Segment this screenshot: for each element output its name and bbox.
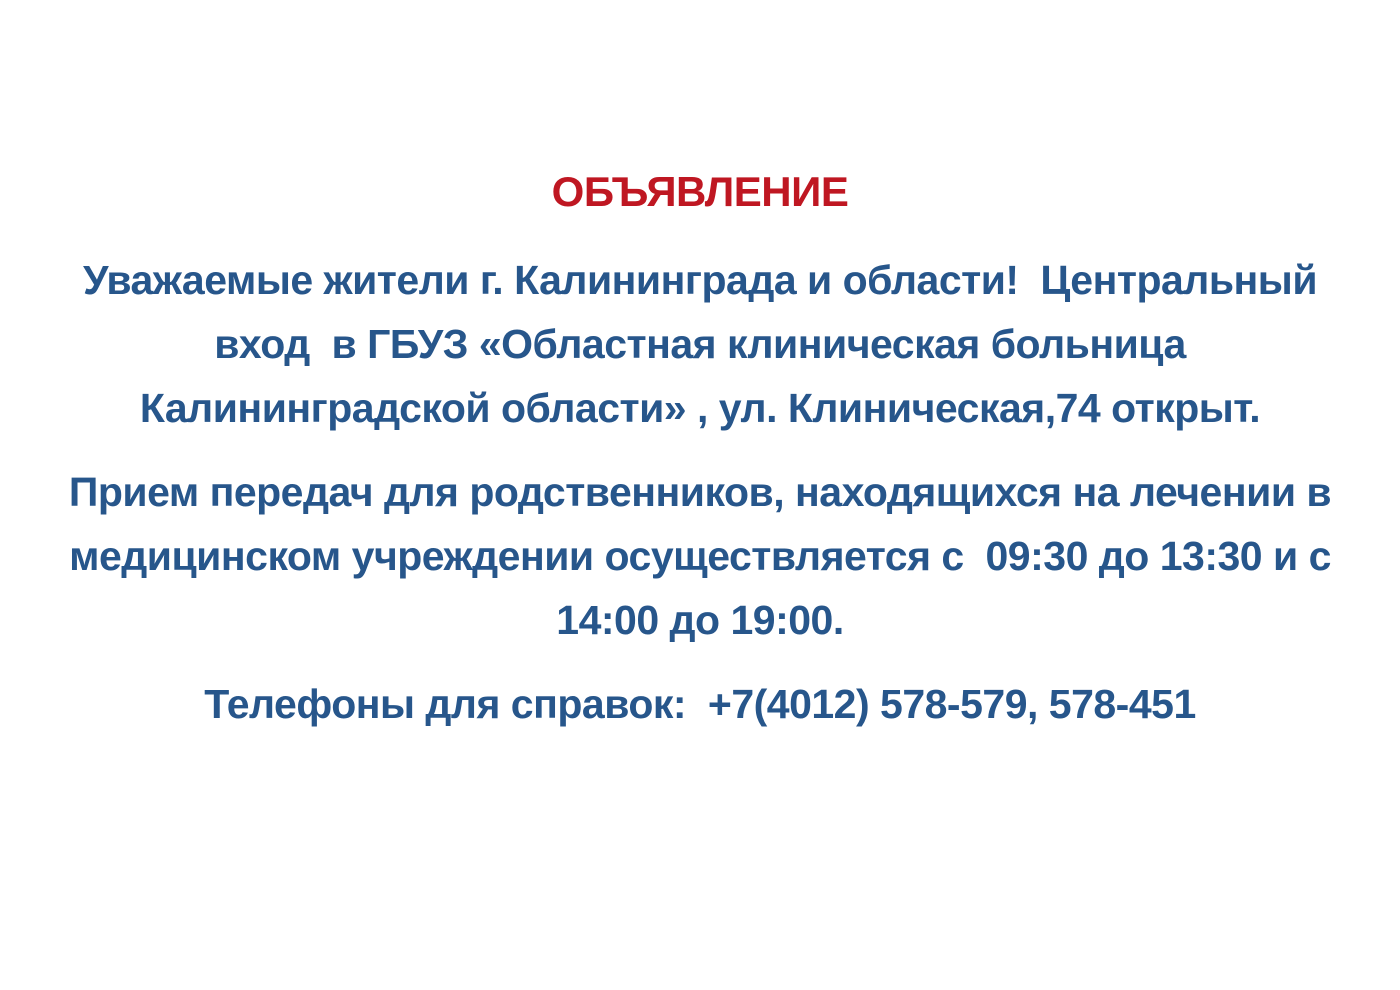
paragraph-line: 14:00 до 19:00. [556,597,844,643]
paragraph-entrance-info [0,248,1400,440]
paragraph-line: Калининградской области» , ул. Клиническая,74 открыт. [139,385,1261,431]
announcement-title: ОБЪЯВЛЕНИЕ [551,168,849,215]
paragraph-delivery-hours [0,460,1400,652]
paragraph-phone-numbers [0,672,1400,736]
paragraph-line: медицинском учреждении осуществляется с 09:30 до 13:30 и с [69,533,1331,579]
paragraph-line: вход в ГБУЗ «Областная клиническая больница [214,321,1186,367]
paragraph-line: Уважаемые жители г. Калининграда и области! Центральный [82,257,1318,303]
paragraph-line: Прием передач для родственников, находящихся на лечении в [68,469,1332,515]
paragraph-line: Телефоны для справок: +7(4012) 578-579, 578-451 [204,681,1196,727]
